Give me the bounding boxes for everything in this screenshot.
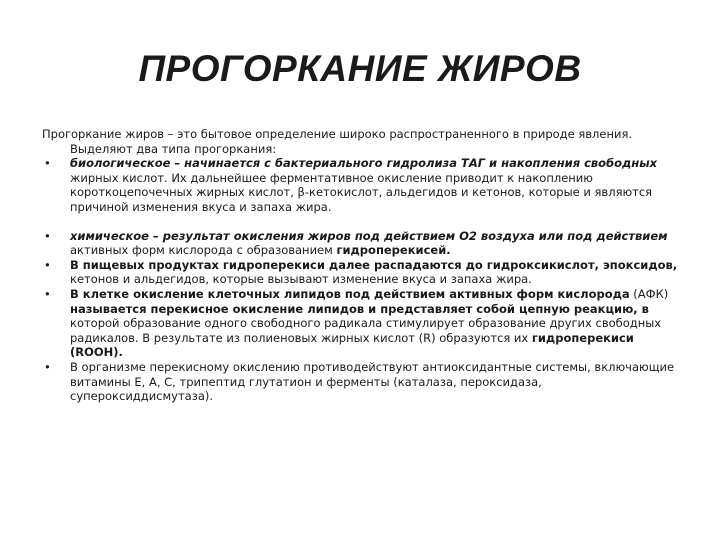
list-item-biological [42, 156, 682, 214]
bullet-lead: В пищевых продуктах гидроперекиси далее распадаются до гидроксикислот, эпоксидов, [70, 257, 678, 272]
bullet-text: жирных кислот. Их дальнейшее ферментативное окисление приводит к накоплению короткоцепочечных жирных кислот, β-кетокислот, альдегидов и кетонов, которые и являются причиной изменения вкуса и запаха жира. [70, 170, 653, 214]
bullet-text: В организме перекисному окислению противодействуют антиоксидантные системы, включающие витамины Е, А, С, трипептид глутатион и ферменты (каталаза, пероксидаза, супероксиддисмутаза). [70, 359, 675, 404]
bullet-text: активных форм кислорода с образованием [70, 243, 337, 258]
page-title: ПРОГОРКАНИЕ ЖИРОВ [138, 48, 582, 89]
bullet-lead: В клетке окисление клеточных липидов под действием активных форм кислорода [70, 286, 630, 301]
list-item-chemical [42, 229, 682, 258]
slide-body [42, 127, 682, 404]
list-item-food-products [42, 258, 682, 287]
bullet-text: которой образование одного свободного радикала стимулирует образование других свободных радикалов. В результате из полиеновых жирных кислот (R) образуются их [70, 316, 662, 345]
bullet-icon: • [44, 286, 51, 301]
list-item-antioxidants [42, 360, 682, 404]
intro-line-2: Выделяют два типа прогоркания: [70, 141, 277, 156]
bullet-icon: • [44, 228, 51, 243]
bullet-bold-mid: называется перекисное окисление липидов и представляет собой цепную реакцию, в [70, 301, 649, 316]
bullet-tail: гидроперекиси (ROOH). [70, 330, 634, 360]
intro-line-1: Прогоркание жиров – это бытовое определение широко распространенного в природе явления. [42, 127, 633, 141]
spacer [42, 215, 682, 229]
list-item-cell-oxidation [42, 287, 682, 360]
bullet-lead: биологическое – начинается с бактериального гидролиза ТАГ и накопления свободных [70, 156, 658, 171]
bullet-tail: гидроперекисей. [336, 243, 451, 258]
bullet-text: кетонов и альдегидов, которые вызывают изменение вкуса и запаха жира. [70, 272, 532, 287]
bullet-icon: • [44, 359, 51, 374]
bullet-icon: • [44, 257, 51, 272]
bullet-lead: химическое – результат окисления жиров под действием О2 воздуха или под действием [70, 228, 668, 243]
bullet-icon: • [44, 156, 51, 171]
bullet-lead-tail: (АФК) [629, 286, 669, 301]
